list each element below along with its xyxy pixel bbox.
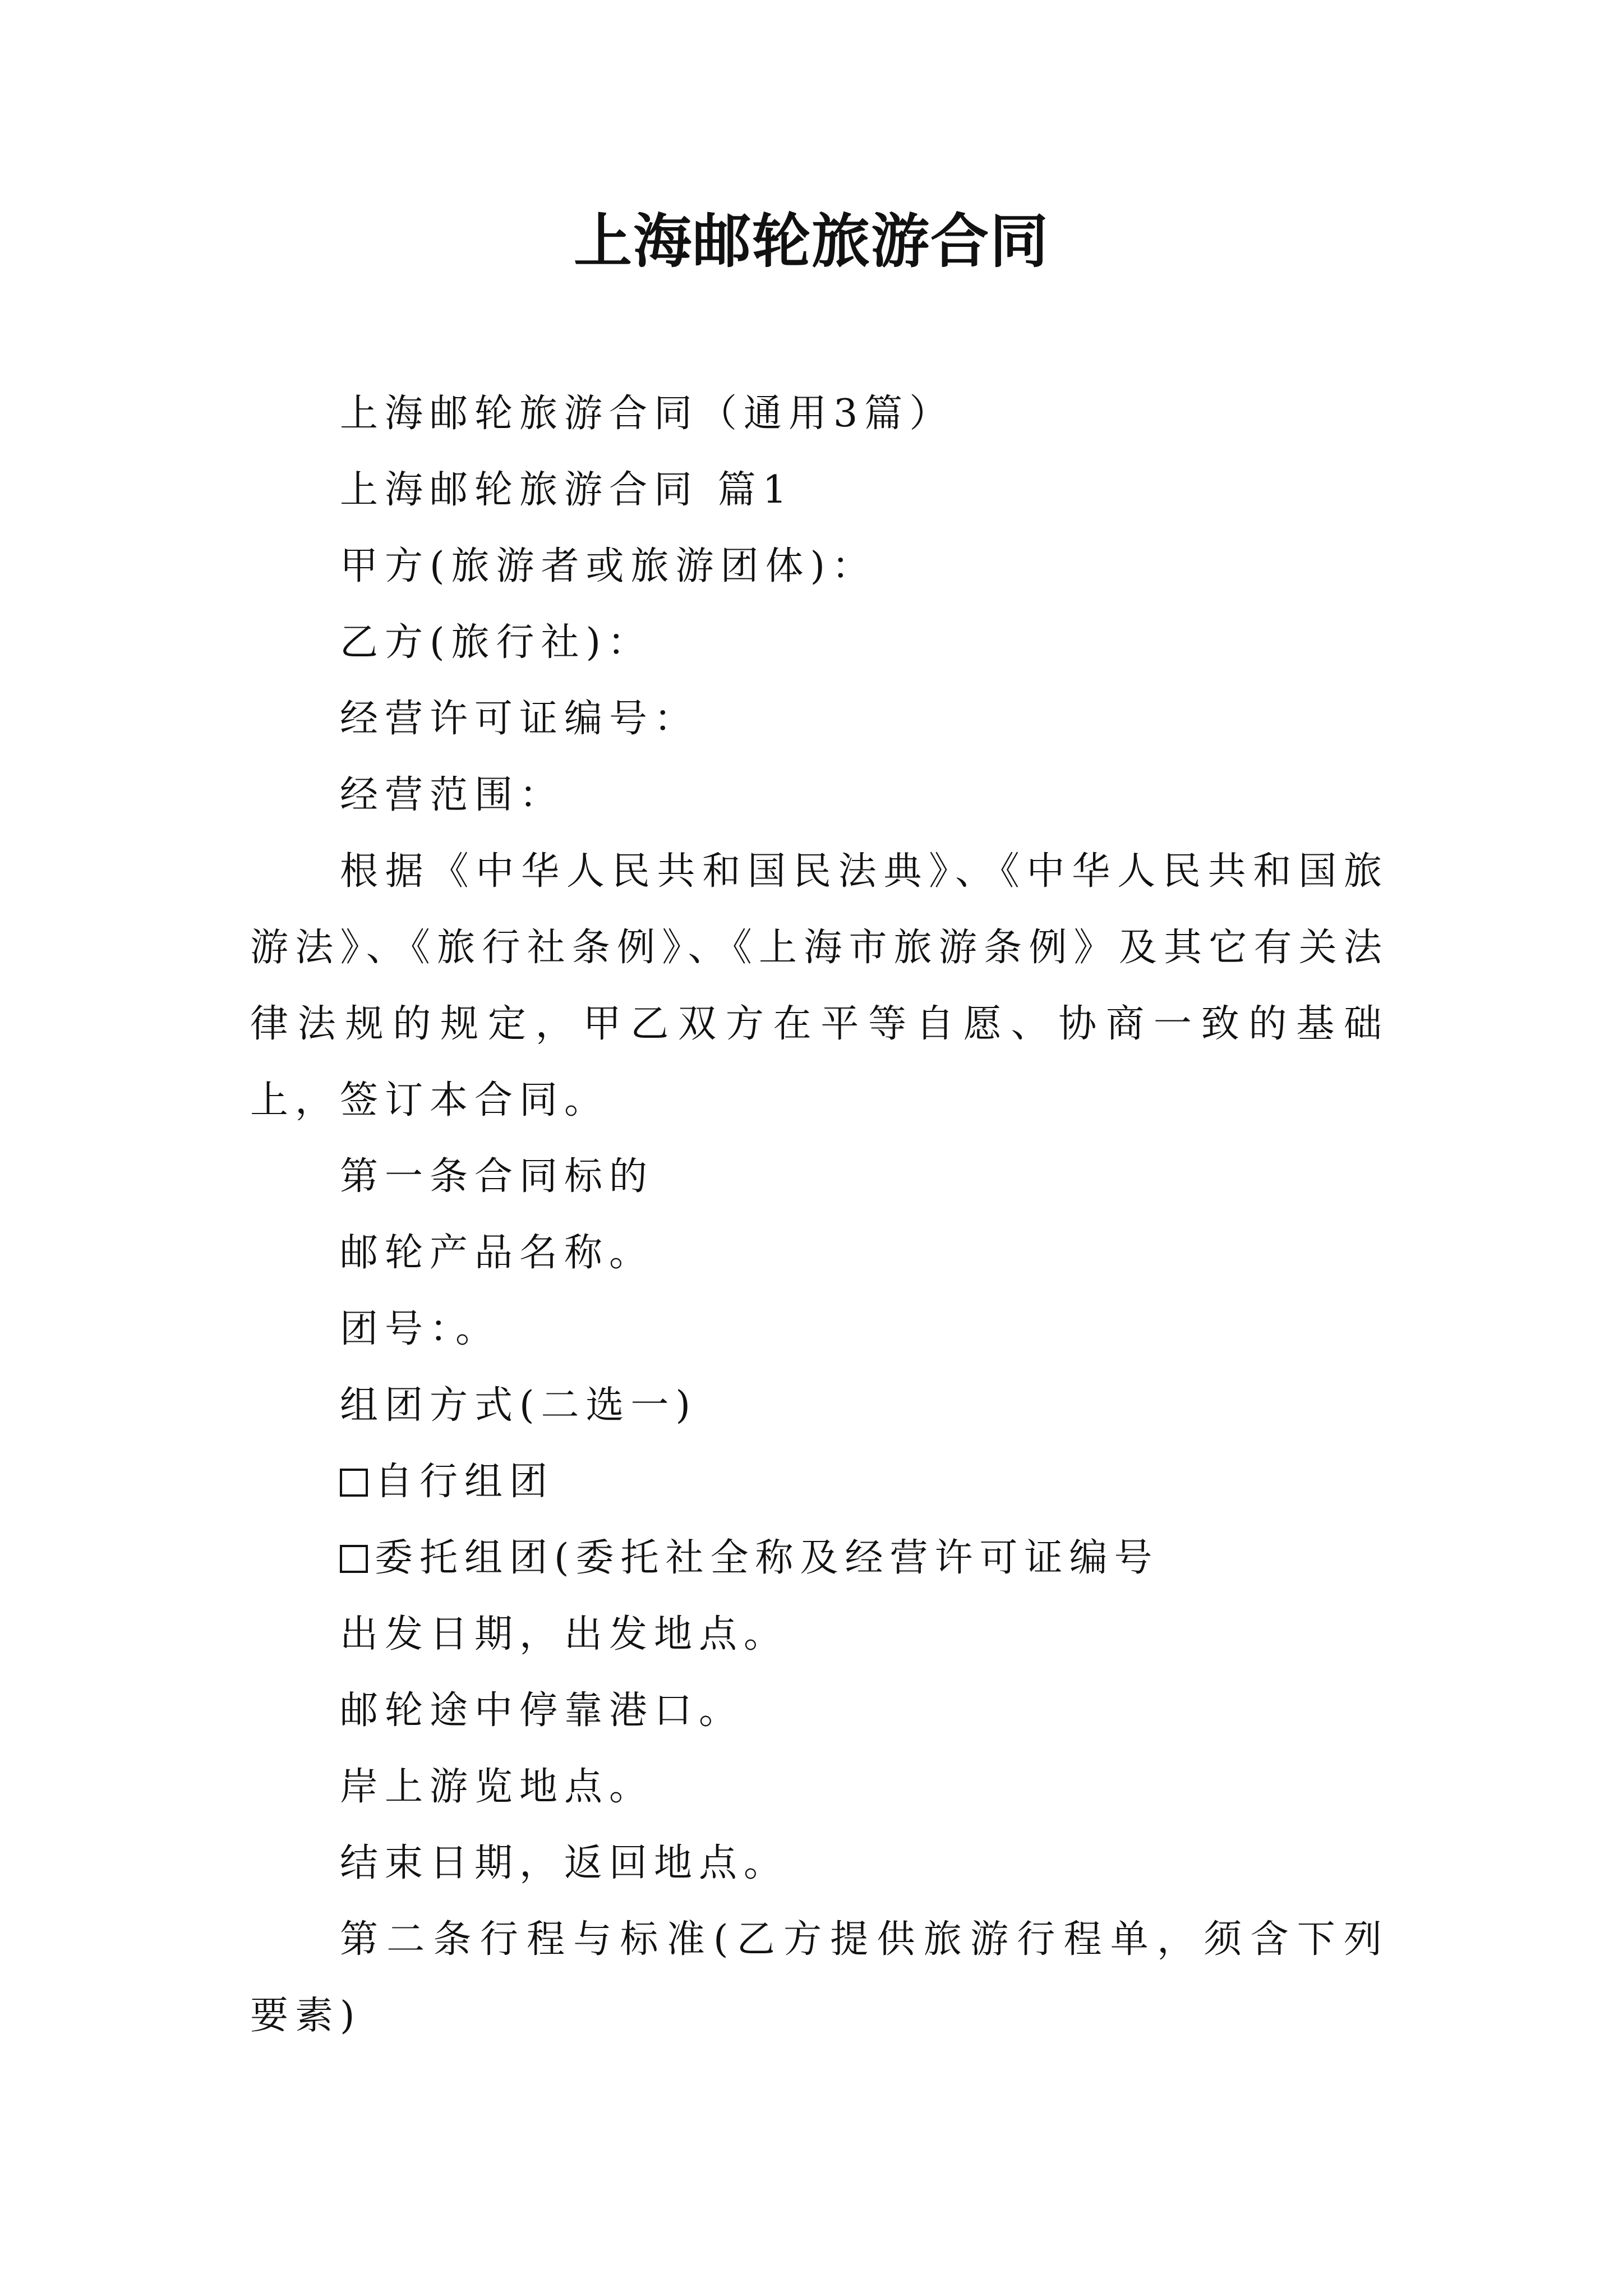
ports-of-call-line: 邮轮途中停靠港口。: [340, 1688, 744, 1733]
shore-excursion-line: 岸上游览地点。: [340, 1765, 654, 1809]
article-1-heading: 第一条合同标的: [340, 1154, 654, 1199]
business-scope-line: 经营范围：: [340, 773, 565, 817]
checkbox-icon[interactable]: [340, 1545, 368, 1573]
checkbox-icon[interactable]: [340, 1469, 368, 1497]
subtitle-line: 上海邮轮旅游合同（通用3篇）: [340, 392, 955, 436]
option-entrusted: [250, 1520, 1389, 1596]
section-heading: 上海邮轮旅游合同 篇1: [340, 468, 794, 512]
document-body: [250, 376, 1389, 2054]
party-a-line: 甲方(旅游者或旅游团体)：: [340, 544, 877, 588]
legal-basis-paragraph: 根据《中华人民共和国民法典》、《中华人民共和国旅游法》、《旅行社条例》、《上海市旅游条例》及其它有关法律法规的规定，甲乙双方在平等自愿、协商一致的基础上，签订本合同。: [250, 849, 1389, 1122]
option-self-organized: [250, 1444, 1389, 1520]
option-label: 自行组团: [375, 1460, 555, 1504]
document-title: 上海邮轮旅游合同: [573, 206, 1049, 275]
party-b-line: 乙方(旅行社)：: [340, 620, 653, 665]
end-date-line: 结束日期，返回地点。: [340, 1841, 789, 1885]
departure-line: 出发日期，出发地点。: [340, 1612, 789, 1657]
product-name-line: 邮轮产品名称。: [340, 1231, 654, 1275]
article-2-heading: 第二条行程与标准(乙方提供旅游行程单，须含下列要素): [250, 1917, 1389, 2038]
option-label: 委托组团(委托社全称及经营许可证编号: [375, 1536, 1159, 1580]
group-method-line: 组团方式(二选一): [340, 1383, 698, 1428]
license-number-line: 经营许可证编号：: [340, 697, 699, 741]
group-number-line: 团号：。: [340, 1307, 501, 1351]
